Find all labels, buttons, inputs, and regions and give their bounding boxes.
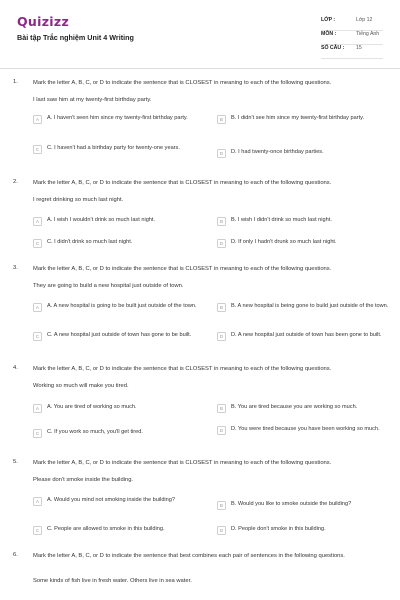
meta-label: SỐ CÂU : xyxy=(321,45,345,51)
meta-value: Lớp 12 xyxy=(356,17,373,23)
option-letter-box[interactable]: D xyxy=(217,526,226,535)
option-letter-box[interactable]: B xyxy=(217,501,226,510)
option-letter-box[interactable]: D xyxy=(217,426,226,435)
option-letter-box[interactable]: A xyxy=(33,303,42,312)
option-text: B. I wish I didn't drink so much last night. xyxy=(231,217,332,223)
question-instruction: Mark the letter A, B, C, or D to indicate the sentence that is CLOSEST in meaning to each of the following questions. xyxy=(33,460,332,466)
option-letter-box[interactable]: A xyxy=(33,115,42,124)
option-letter-box[interactable]: C xyxy=(33,145,42,154)
option-text: D. A new hospital just outside of town has been gone to built. xyxy=(231,332,382,338)
header-divider xyxy=(0,68,400,69)
question-stem: I last saw him at my twenty-first birthday party. xyxy=(33,97,152,103)
question-number: 6. xyxy=(13,552,18,558)
meta-label: MÔN : xyxy=(321,31,337,37)
option-letter-box[interactable]: C xyxy=(33,332,42,341)
option-letter-box[interactable]: A xyxy=(33,217,42,226)
question-number: 2. xyxy=(13,179,18,185)
question-instruction: Mark the letter A, B, C, or D to indicate the sentence that is CLOSEST in meaning to each of the following questions. xyxy=(33,266,332,272)
meta-value: 15 xyxy=(356,45,362,51)
option-text: A. Would you mind not smoking inside the building? xyxy=(47,497,176,503)
option-text: C. I haven't had a birthday party for twenty-one years. xyxy=(47,145,180,151)
option-text: B. A new hospital is being gone to build just outside of the town. xyxy=(231,303,389,309)
meta-label: LỚP : xyxy=(321,17,336,23)
option-text: D. You were tired because you have been working so much. xyxy=(231,426,380,432)
option-letter-box[interactable]: B xyxy=(217,115,226,124)
option-letter-box[interactable]: B xyxy=(217,303,226,312)
option-text: B. Would you like to smoke outside the building? xyxy=(231,501,352,507)
option-text: D. People don't smoke in this building. xyxy=(231,526,326,532)
question-stem: Some kinds of fish live in fresh water. Others live in sea water. xyxy=(33,578,192,584)
meta-row-count xyxy=(321,45,383,59)
option-text: B. I didn't see him since my twenty-first birthday party. xyxy=(231,115,365,121)
option-letter-box[interactable]: D xyxy=(217,332,226,341)
option-text: B. You are tired because you are working so much. xyxy=(231,404,358,410)
option-text: C. I didn't drink so much last night. xyxy=(47,239,133,245)
question-number: 3. xyxy=(13,265,18,271)
question-stem: Working so much will make you tired. xyxy=(33,383,129,389)
option-text: C. A new hospital just outside of town has gone to be built. xyxy=(47,332,192,338)
option-letter-box[interactable]: D xyxy=(217,149,226,158)
option-text: D. I had twenty-once birthday parties. xyxy=(231,149,324,155)
question-instruction: Mark the letter A, B, C, or D to indicate the sentence that is CLOSEST in meaning to each of the following questions. xyxy=(33,366,332,372)
question-number: 4. xyxy=(13,365,18,371)
meta-row-class xyxy=(321,17,383,31)
quizizz-logo: Quizizz xyxy=(17,14,70,29)
option-text: A. I haven't seen him since my twenty-first birthday party. xyxy=(47,115,188,121)
meta-value: Tiếng Anh xyxy=(356,31,380,37)
option-letter-box[interactable]: B xyxy=(217,217,226,226)
question-stem: Please don't smoke inside the building. xyxy=(33,477,134,483)
option-text: C. If you work so much, you'll get tired. xyxy=(47,429,143,435)
option-letter-box[interactable]: C xyxy=(33,526,42,535)
question-instruction: Mark the letter A, B, C, or D to indicate the sentence that best combines each pair of sentences in the following questions. xyxy=(33,553,345,559)
option-letter-box[interactable]: D xyxy=(217,239,226,248)
option-text: C. People are allowed to smoke in this building. xyxy=(47,526,165,532)
option-text: A. I wish I wouldn't drink so much last night. xyxy=(47,217,156,223)
option-text: A. A new hospital is going to be built just outside of the town. xyxy=(47,303,197,309)
option-text: A. You are tired of working so much. xyxy=(47,404,137,410)
option-letter-box[interactable]: C xyxy=(33,429,42,438)
option-letter-box[interactable]: A xyxy=(33,404,42,413)
option-letter-box[interactable]: C xyxy=(33,239,42,248)
question-stem: I regret drinking so much last night. xyxy=(33,197,124,203)
option-text: D. If only I hadn't drunk so much last night. xyxy=(231,239,337,245)
page-title: Bài tập Trắc nghiệm Unit 4 Writing xyxy=(17,33,134,42)
question-number: 5. xyxy=(13,459,18,465)
option-letter-box[interactable]: B xyxy=(217,404,226,413)
page-header xyxy=(0,0,400,64)
worksheet-meta xyxy=(321,17,383,59)
meta-row-subject xyxy=(321,31,383,45)
question-instruction: Mark the letter A, B, C, or D to indicate the sentence that is CLOSEST in meaning to each of the following questions. xyxy=(33,180,332,186)
question-instruction: Mark the letter A, B, C, or D to indicate the sentence that is CLOSEST in meaning to each of the following questions. xyxy=(33,80,332,86)
question-number: 1. xyxy=(13,79,18,85)
question-stem: They are going to build a new hospital just outside of town. xyxy=(33,283,184,289)
option-letter-box[interactable]: A xyxy=(33,497,42,506)
